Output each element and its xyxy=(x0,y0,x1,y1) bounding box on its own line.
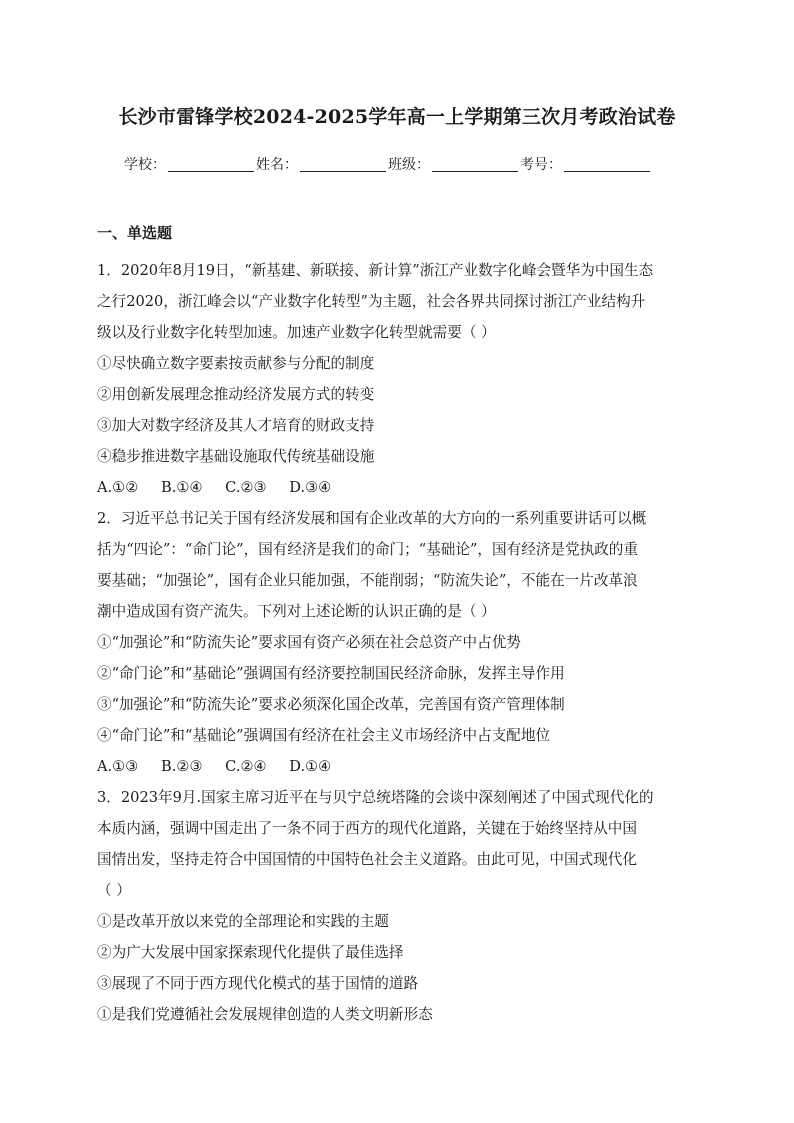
class-label: 班级： xyxy=(388,157,430,173)
question-3 xyxy=(97,782,699,1030)
class-blank xyxy=(432,157,518,172)
option-c[interactable]: C.②④ xyxy=(225,758,267,775)
question-stem-line: 括为“四论”：“命门论”，国有经济是我们的命门；“基础论”，国有经济是党执政的重 xyxy=(97,541,638,558)
statement-2: ②为广大发展中国家探索现代化提供了最佳选择 xyxy=(97,944,404,961)
question-stem-line: 本质内涵，强调中国走出了一条不同于西方的现代化道路，关键在于始终坚持从中国 xyxy=(97,820,637,837)
school-label: 学校： xyxy=(124,157,166,173)
question-stem-line: 3．2023年9月.国家主席习近平在与贝宁总统塔隆的会谈中深刻阐述了中国式现代化的 xyxy=(97,789,654,806)
question-stem-line: 潮中造成国有资产流失。下列对上述论断的认识正确的是（ ） xyxy=(97,603,496,620)
statement-4: ①是我们党遵循社会发展规律创造的人类文明新形态 xyxy=(97,1006,433,1023)
option-b[interactable]: B.②③ xyxy=(161,758,203,775)
name-field xyxy=(256,154,388,174)
question-2 xyxy=(97,503,699,782)
question-stem-line: 1．2020年8月19日，“新基建、新联接、新计算”浙江产业数字化峰会暨华为中国生态 xyxy=(97,262,654,279)
section-title: 一、单选题 xyxy=(97,224,173,242)
question-stem-line: 国情出发，坚持走符合中国国情的中国特色社会主义道路。由此可见，中国式现代化 xyxy=(97,851,637,868)
exam-title: 长沙市雷锋学校2024-2025学年高一上学期第三次月考政治试卷 xyxy=(118,106,676,128)
exam-number-field xyxy=(520,154,652,174)
statement-1: ①尽快确立数字要素按贡献参与分配的制度 xyxy=(97,355,375,372)
statement-1: ①是改革开放以来党的全部理论和实践的主题 xyxy=(97,913,389,930)
option-a[interactable]: A.①③ xyxy=(97,758,139,775)
question-stem-line: 要基础；“加强论”，国有企业只能加强，不能削弱；“防流失论”，不能在一片改革浪 xyxy=(97,572,638,589)
name-blank xyxy=(300,157,386,172)
option-b[interactable]: B.①④ xyxy=(161,479,203,496)
statement-3: ③展现了不同于西方现代化模式的基于国情的道路 xyxy=(97,975,419,992)
question-stem-line: （ ） xyxy=(97,882,131,899)
student-info-row xyxy=(124,154,684,174)
statement-4: ④稳步推进数字基础设施取代传统基础设施 xyxy=(97,448,375,465)
statement-1: ①“加强论”和“防流失论”要求国有资产必须在社会总资产中占优势 xyxy=(97,634,521,651)
answer-options xyxy=(97,751,699,782)
statement-2: ②“命门论”和“基础论”强调国有经济要控制国民经济命脉，发挥主导作用 xyxy=(97,665,565,682)
answer-options xyxy=(97,472,699,503)
questions-body xyxy=(97,255,699,1030)
statement-3: ③加大对数字经济及其人才培育的财政支持 xyxy=(97,417,375,434)
question-stem-line: 级以及行业数字化转型加速。加速产业数字化转型就需要（ ） xyxy=(97,324,496,341)
class-field xyxy=(388,154,520,174)
option-d[interactable]: D.③④ xyxy=(289,479,332,496)
exam-number-blank xyxy=(564,157,650,172)
question-stem-line: 2．习近平总书记关于国有经济发展和国有企业改革的大方向的一系列重要讲话可以概 xyxy=(97,510,647,527)
option-c[interactable]: C.②③ xyxy=(225,479,267,496)
option-a[interactable]: A.①② xyxy=(97,479,139,496)
exam-number-label: 考号： xyxy=(520,157,562,173)
statement-3: ③“加强论”和“防流失论”要求必须深化国企改革，完善国有资产管理体制 xyxy=(97,696,565,713)
name-label: 姓名： xyxy=(256,157,298,173)
question-stem-line: 之行2020，浙江峰会以“产业数字化转型”为主题，社会各界共同探讨浙江产业结构升 xyxy=(97,293,646,310)
school-field xyxy=(124,154,256,174)
question-1 xyxy=(97,255,699,503)
school-blank xyxy=(168,157,254,172)
statement-4: ④“命门论”和“基础论”强调国有经济在社会主义市场经济中占支配地位 xyxy=(97,727,551,744)
option-d[interactable]: D.①④ xyxy=(289,758,332,775)
statement-2: ②用创新发展理念推动经济发展方式的转变 xyxy=(97,386,375,403)
